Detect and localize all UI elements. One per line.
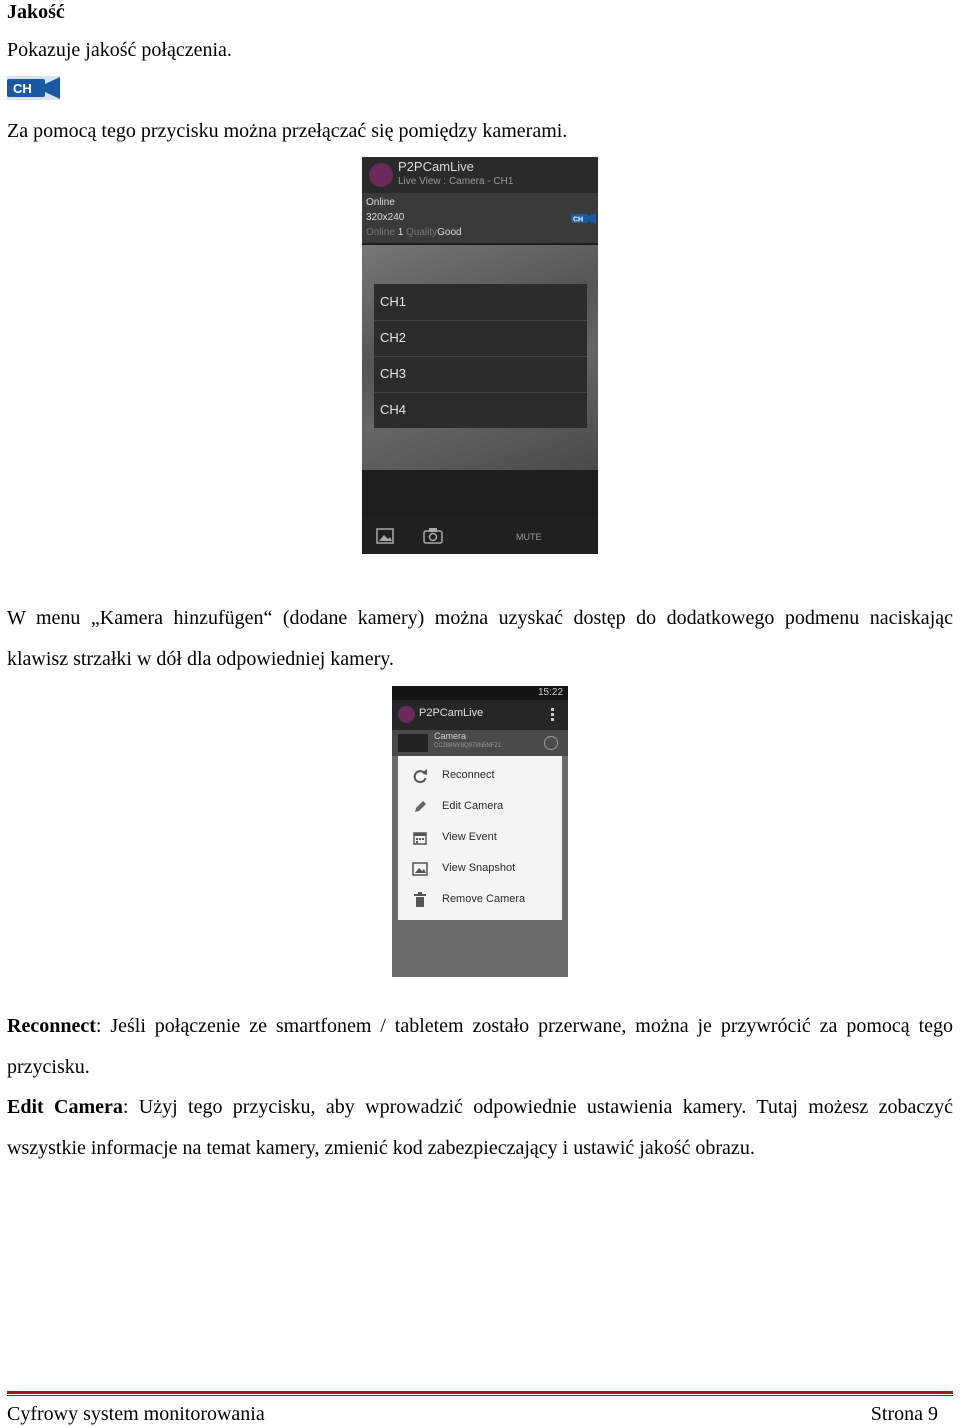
reconnect-paragraph bbox=[7, 1006, 953, 1088]
gallery-icon[interactable] bbox=[376, 528, 394, 544]
channel-label: CH2 bbox=[380, 330, 407, 345]
footer-divider-thin bbox=[7, 1395, 953, 1396]
chevron-down-icon[interactable] bbox=[544, 736, 558, 750]
quality-label: Quality bbox=[406, 227, 438, 238]
app-title-bar bbox=[392, 700, 568, 730]
menu-item-label: View Event bbox=[442, 831, 497, 843]
quality-value: Good bbox=[437, 227, 462, 238]
app-title-bar bbox=[362, 157, 598, 193]
edit-camera-term: Edit Camera bbox=[7, 1096, 123, 1118]
app-logo-icon bbox=[369, 163, 393, 187]
menu-item-view-event[interactable] bbox=[398, 822, 562, 853]
reconnect-text: : Jeśli połączenie ze smartfonem / tabletem zostało przerwane, można je przywrócić za pomocą tego przycisku. bbox=[7, 1015, 953, 1078]
overflow-menu-icon[interactable] bbox=[551, 708, 554, 722]
channel-label: CH1 bbox=[380, 294, 407, 309]
ch-switch-text: CH bbox=[573, 216, 584, 224]
camera-name: Camera bbox=[434, 731, 467, 741]
menu-item-reconnect[interactable] bbox=[398, 760, 562, 791]
edit-camera-text: : Użyj tego przycisku, aby wprowadzić odpowiednie ustawienia kamery. Tutaj możesz zobaczyć wszystkie informacje na temat kamery, zmienić kod zabezpieczający i ustawić jakość obrazu. bbox=[7, 1096, 953, 1159]
menu-item-label: Reconnect bbox=[442, 769, 495, 781]
switch-description: Za pomocą tego przycisku można przełączać się pomiędzy kamerami. bbox=[7, 120, 568, 142]
camera-list-item[interactable] bbox=[392, 730, 568, 756]
channel-menu bbox=[374, 284, 587, 428]
app-logo-icon bbox=[398, 706, 415, 723]
edit-camera-paragraph bbox=[7, 1087, 953, 1169]
status-bar bbox=[392, 686, 568, 700]
menu-item-label: View Snapshot bbox=[442, 862, 516, 874]
channel-item-ch3[interactable] bbox=[374, 356, 587, 393]
footer-divider bbox=[7, 1391, 953, 1394]
online-label: Online bbox=[366, 227, 395, 238]
submenu-paragraph: W menu „Kamera hinzufügen“ (dodane kamery) można uzyskać dostęp do dodatkowego podmenu naciskając klawisz strzałki w dół dla odpowiedniej kamery. bbox=[7, 607, 953, 670]
channel-item-ch1[interactable] bbox=[374, 284, 587, 321]
status-time: 15:22 bbox=[538, 687, 564, 698]
refresh-icon bbox=[412, 768, 428, 784]
ch-switch-button[interactable] bbox=[571, 213, 596, 224]
screenshot-camera-menu bbox=[392, 686, 568, 977]
camera-context-menu bbox=[398, 756, 562, 920]
menu-item-label: Edit Camera bbox=[442, 800, 504, 812]
ch-icon-text: CH bbox=[13, 81, 32, 96]
camera-thumbnail bbox=[398, 734, 428, 752]
bottom-toolbar bbox=[362, 517, 598, 554]
calendar-icon bbox=[412, 830, 428, 846]
camera-snapshot-icon[interactable] bbox=[423, 527, 443, 544]
status-text: Online bbox=[366, 197, 395, 208]
screenshot-live-view bbox=[362, 157, 598, 554]
menu-item-remove-camera[interactable] bbox=[398, 884, 562, 915]
ch-camera-icon bbox=[7, 76, 60, 100]
mute-button[interactable]: MUTE bbox=[516, 532, 542, 542]
menu-item-view-snapshot[interactable] bbox=[398, 853, 562, 884]
trash-icon bbox=[412, 892, 428, 908]
reconnect-term: Reconnect bbox=[7, 1015, 96, 1037]
pencil-icon bbox=[412, 799, 428, 815]
app-title: P2PCamLive bbox=[398, 159, 474, 174]
footer-document-title: Cyfrowy system monitorowania bbox=[7, 1403, 265, 1425]
image-icon bbox=[412, 861, 428, 877]
app-title: P2PCamLive bbox=[419, 707, 484, 719]
online-quality-row bbox=[366, 227, 462, 238]
live-view-subtitle: Live View : Camera - CH1 bbox=[398, 176, 514, 187]
camera-id: CCJ88NY8Q978N5NFZ1 bbox=[434, 743, 502, 749]
footer-page-number: Strona 9 bbox=[870, 1403, 938, 1425]
resolution-text: 320x240 bbox=[366, 212, 405, 223]
status-info-panel bbox=[362, 193, 598, 243]
channel-item-ch4[interactable] bbox=[374, 392, 587, 428]
channel-item-ch2[interactable] bbox=[374, 320, 587, 357]
channel-label: CH4 bbox=[380, 402, 407, 417]
menu-item-label: Remove Camera bbox=[442, 893, 526, 905]
online-count: 1 bbox=[397, 227, 404, 238]
menu-item-edit-camera[interactable] bbox=[398, 791, 562, 822]
section-heading: Jakość bbox=[7, 1, 65, 23]
channel-label: CH3 bbox=[380, 366, 407, 381]
quality-description: Pokazuje jakość połączenia. bbox=[7, 39, 232, 61]
